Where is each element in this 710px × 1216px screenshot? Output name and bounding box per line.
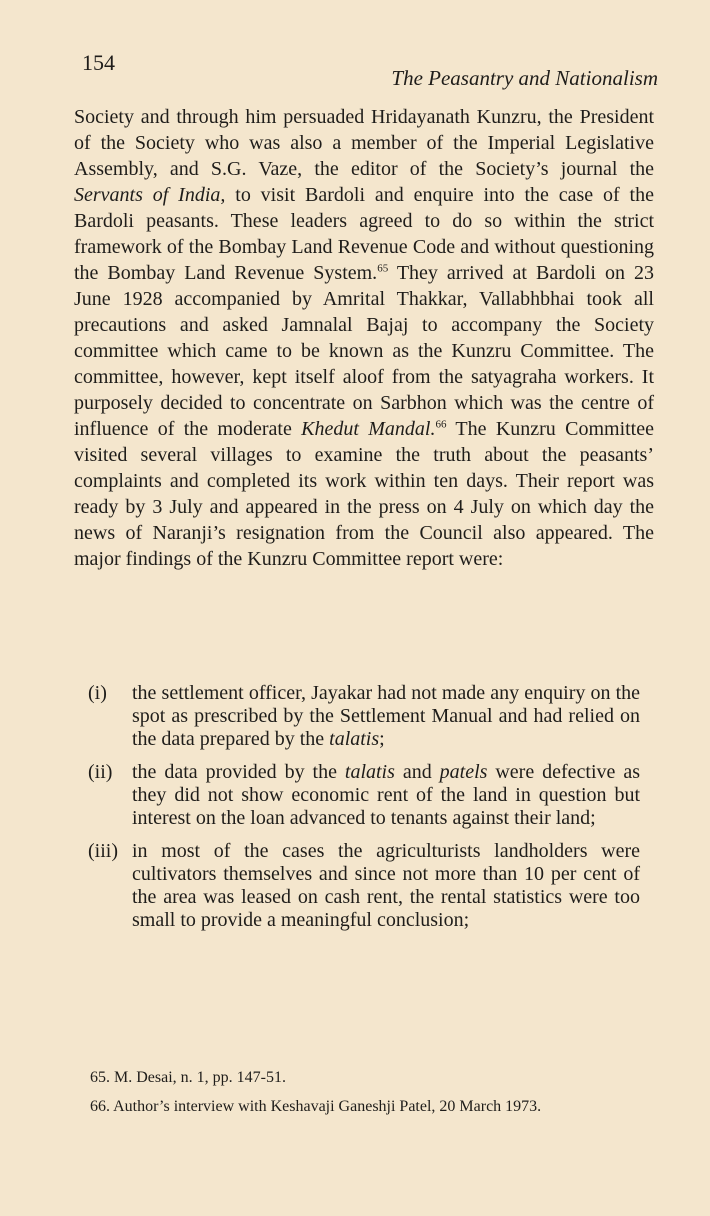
page-number: 154 xyxy=(82,50,115,75)
finding-text-part: were defective as they did not show economic rent of the land in question but interest on the loan advanced to tenants against their land; xyxy=(132,761,640,829)
running-title: The Peasantry and Nationalism xyxy=(391,66,658,90)
khedut-mandal: Khedut Mandal. xyxy=(301,418,436,440)
body-text-1: Society and through him persuaded Hridayanath Kunzru, the President of the Society who was also a member of the Imperial Legislative Assembly, and S.G. Vaze, the editor of the Society’s journal the xyxy=(74,106,654,180)
findings-list xyxy=(88,682,640,942)
finding-item-iii xyxy=(88,840,640,932)
footnotes xyxy=(74,1068,630,1126)
footnote-65: 65. M. Desai, n. 1, pp. 147-51. xyxy=(90,1069,286,1086)
journal-title: Servants of India, xyxy=(74,184,226,206)
finding-text: in most of the cases the agriculturists landholders were cultivators themselves and since not more than 10 per cent of the area was leased on cash rent, the rental statistics were too small to provide a meaningful conclusion; xyxy=(132,840,640,931)
term-talatis: talatis xyxy=(344,761,395,783)
body-text-2: to visit Bardoli and enquire into the case of the Bardoli peasants. These leaders agreed to do so within the strict framework of the Bombay Land Revenue Code and without questioning the Bombay Land Revenue System. xyxy=(74,184,654,284)
term-patels: patels xyxy=(439,761,488,783)
body-paragraph xyxy=(74,104,654,572)
finding-item-i xyxy=(88,682,640,751)
body-text-3: They arrived at Bardoli on 23 June 1928 accompanied by Amrital Thakkar, Vallabhbhai took all precautions and asked Jamnalal Bajaj to accompany the Society committee which came to be known as the Kunzru Committee. The committee, however, kept itself aloof from the satyagraha workers. It purposely decided to concentrate on Sarbhon which was the centre of influence of the moderate xyxy=(74,262,654,440)
term-talatis: talatis xyxy=(329,728,380,750)
finding-text-part: ; xyxy=(379,728,385,750)
finding-item-ii xyxy=(88,761,640,830)
finding-text-part: and xyxy=(394,761,440,783)
footnote-ref-66: 66 xyxy=(435,418,447,431)
body-text-4: The Kunzru Committee visited several villages to examine the truth about the peasants’ complaints and completed its work within ten days. Their report was ready by 3 July and appeared in the press on 4 July on which day the news of Naranji’s resignation from the Council also appeared. The major findings of the Kunzru Committee report were: xyxy=(74,418,654,570)
finding-text xyxy=(132,761,640,830)
list-marker: (i) xyxy=(88,682,107,704)
footnote-ref-65: 65 xyxy=(377,262,389,275)
list-marker: (iii) xyxy=(88,840,118,862)
finding-text-part: the data provided by the xyxy=(132,761,345,783)
footnote-66: 66. Author’s interview with Keshavaji Ganeshji Patel, 20 March 1973. xyxy=(90,1098,542,1115)
list-marker: (ii) xyxy=(88,761,113,783)
finding-text-part: the settlement officer, Jayakar had not made any enquiry on the spot as prescribed by the Settlement Manual and had relied on the data prepared by the xyxy=(132,682,640,750)
finding-text xyxy=(132,682,640,751)
